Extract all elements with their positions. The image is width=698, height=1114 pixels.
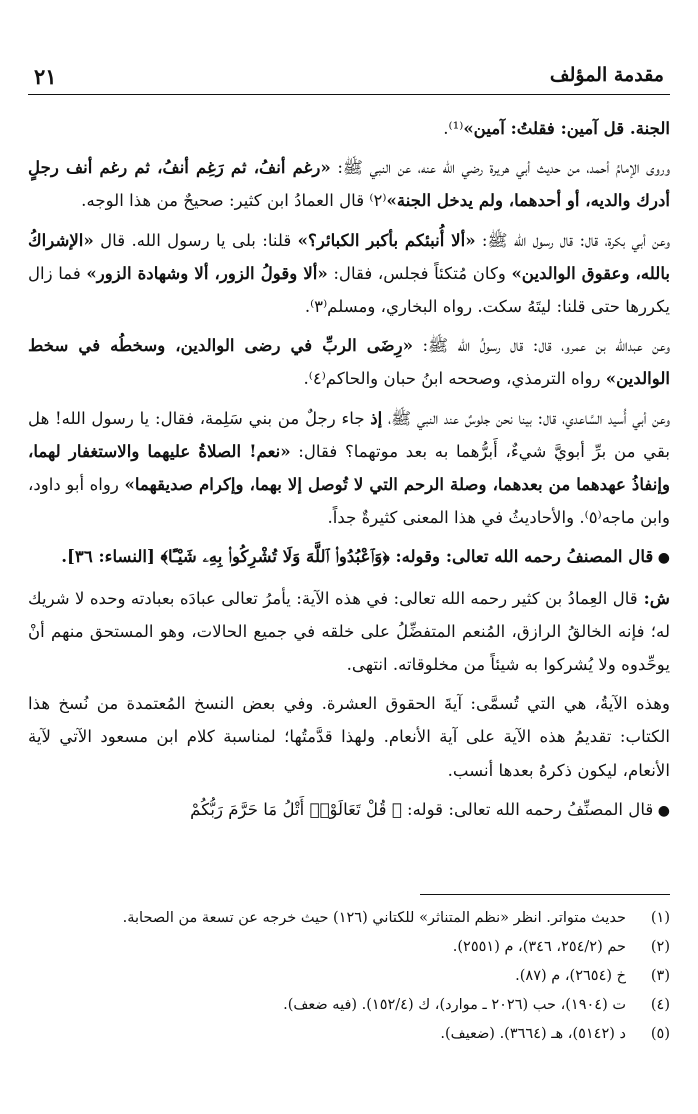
paragraph xyxy=(28,687,670,787)
text-run: وعن عبدالله بن عمرو، قال: قال رسولُ الله ﷺ: xyxy=(413,336,670,356)
text-run: وعن أبي بكرة، قال: قال رسول الله ﷺ: xyxy=(475,230,671,250)
footnote-number: (٣) xyxy=(650,968,670,984)
paragraph xyxy=(28,112,670,145)
footnote-number: (٢) xyxy=(650,939,670,955)
paragraph xyxy=(28,224,670,324)
text-run: قال العِمادُ بن كثير رحمه الله تعالى: في هذه الآية: يأمرُ تعالى عبادَه بعبادته وحده لا شريك له؛ فإنه الخالقُ الرازق، المُنعم المتفضِّلُ على خلقه في جميع الحالات، وهو المستحق منهم أنْ يوحِّدوه ولا يُشركوا به شيئاً من مخلوقاته. انتهى. xyxy=(28,588,670,675)
footnote-number: (٤) xyxy=(650,997,670,1013)
text-run: إذ xyxy=(370,407,383,428)
footnote-text: حم (٢٥٤/٢، ٣٤٦)، م (٢٥٥١). xyxy=(452,939,626,955)
text-run: رواه أبو داود، وابن ماجه⁽٥⁾. والأحاديثُ في هذا المعنى كثيرةٌ جداً. xyxy=(28,475,670,528)
footnote-text: ت (١٩٠٤)، حب (٢٠٢٦ ـ موارد)، ك (١٥٢/٤). (فيه ضعف). xyxy=(283,997,626,1013)
page-number: ٢١ xyxy=(34,64,57,89)
running-title: مقدمة المؤلف xyxy=(549,64,664,86)
footnote-number: (٥) xyxy=(650,1026,670,1042)
footnote-item xyxy=(28,991,670,1020)
text-run: ⁽٢⁾ قال العمادُ ابن كثير: صحيحٌ من هذا الوجه. xyxy=(81,191,387,211)
footnote-item xyxy=(28,962,670,991)
hadith-text: «ألا أُنبئكم بأكبر الكبائر؟» xyxy=(297,229,476,250)
text-run: وكان مُتكئاً فجلس، فقال: xyxy=(327,263,512,283)
footnote-number: (١) xyxy=(650,910,670,926)
commentary-paragraph xyxy=(28,582,670,682)
text-run: رواه الترمذي، وصححه ابنُ حبان والحاكم⁽٤⁾. xyxy=(303,369,606,389)
footnote-item xyxy=(28,1020,670,1049)
page-header xyxy=(28,60,670,95)
author-quote-paragraph xyxy=(28,540,670,575)
footnote-text: خ (٢٦٥٤)، م (٨٧). xyxy=(515,968,626,984)
text-run: فما زال يكررها حتى قلنا: ليتَهُ سكت. رواه البخاري، ومسلم⁽٣⁾. xyxy=(28,263,670,317)
footnote-text: حديث متواتر. انظر «نظم المتناثر» للكتاني (١٢٦) حيث خرجه عن تسعة من الصحابة. xyxy=(122,910,626,926)
hadith-text: «رِضَى الربِّ في رضى الوالدين، وسخطُه في سخط الوالدين» xyxy=(28,335,670,389)
hadith-text: «نعم! الصلاةُ عليهما والاستغفار لهما، وإنفاذُ عهدهما من بعدهما، وصلة الرحم التي لا تُوصل إلا بهما، وإكرام صديقهما» xyxy=(28,440,671,495)
paragraph xyxy=(28,329,670,395)
footnote-ref: ⁽¹⁾. xyxy=(443,119,464,138)
text-run: قلنا: بلى يا رسول الله. قال xyxy=(93,230,298,250)
author-quote-paragraph xyxy=(28,793,670,828)
footnote-item xyxy=(28,933,670,962)
footnote-item xyxy=(28,904,670,933)
text-run: جاء رجلٌ من بني سَلِمة، فقال: يا رسول الله! هل بقي من برِّ أبويَّ شيءٌ، أَبرُّهما به بعد موتهما؟ فقال: xyxy=(28,408,670,461)
footnote-text: د (٥١٤٢)، هـ (٣٦٦٤). (ضعيف). xyxy=(440,1026,626,1042)
paragraph xyxy=(28,402,670,535)
text-run: وهذه الآيةُ، هي التي تُسمَّى: آيةَ الحقوق العشرة. وفي بعض النسخ المُعتمدة من نُسخ هذا الكتاب: تقديمُ هذه الآية على آية الأنعام. ولهذا قدَّمتُها؛ لمناسبة كلام ابن مسعود الآتي لآية الأنعام، ليكون ذكرهُ بعدها أنسب. xyxy=(28,694,670,780)
text-run: وروى الإمامُ أحمد، من حديث أبي هريرة رضي الله عنه، عن النبي ﷺ: xyxy=(330,158,670,178)
footnote-divider xyxy=(420,894,670,895)
text-run: الجنة. قل آمين: فقلتُ: آمين» xyxy=(463,118,670,138)
footnotes xyxy=(28,904,670,1049)
quran-verse-text: قال المصنفُ رحمه الله تعالى: وقوله: ﴿وَٱعْبُدُوا۟ ٱللَّهَ وَلَا تُشْرِكُوا۟ بِهِۦ شَيْـًٔا﴾ [النساء: ٣٦]. xyxy=(61,546,654,567)
text-run: وعن أبي أُسيد السَّاعدي، قال: بينا نحن جلوسٌ عند النبي ﷺ، xyxy=(382,408,671,428)
hadith-text: «رغم أنفُ، ثم رَغِم أنفُ، ثم رغم أنف رجلٍ أدرك والديه، أو أحدهما، ولم يدخل الجنة» xyxy=(28,157,670,211)
commentary-marker: ش: xyxy=(637,587,671,608)
bullet-icon: ● xyxy=(653,802,670,819)
bullet-icon: ● xyxy=(653,550,670,567)
hadith-text: «ألا وقولُ الزور، ألا وشهادة الزور» xyxy=(86,262,328,283)
paragraph xyxy=(28,151,670,217)
main-text xyxy=(28,112,670,831)
quran-verse-text: قال المصنِّفُ رحمه الله تعالى: قوله: ﴿ قُلْ تَعَالَوْا۟ أَتْلُ مَا حَرَّمَ رَبُّكُمْ xyxy=(190,799,654,819)
hadith-text: «الإشراكُ بالله، وعقوق الوالدين» xyxy=(28,229,670,283)
